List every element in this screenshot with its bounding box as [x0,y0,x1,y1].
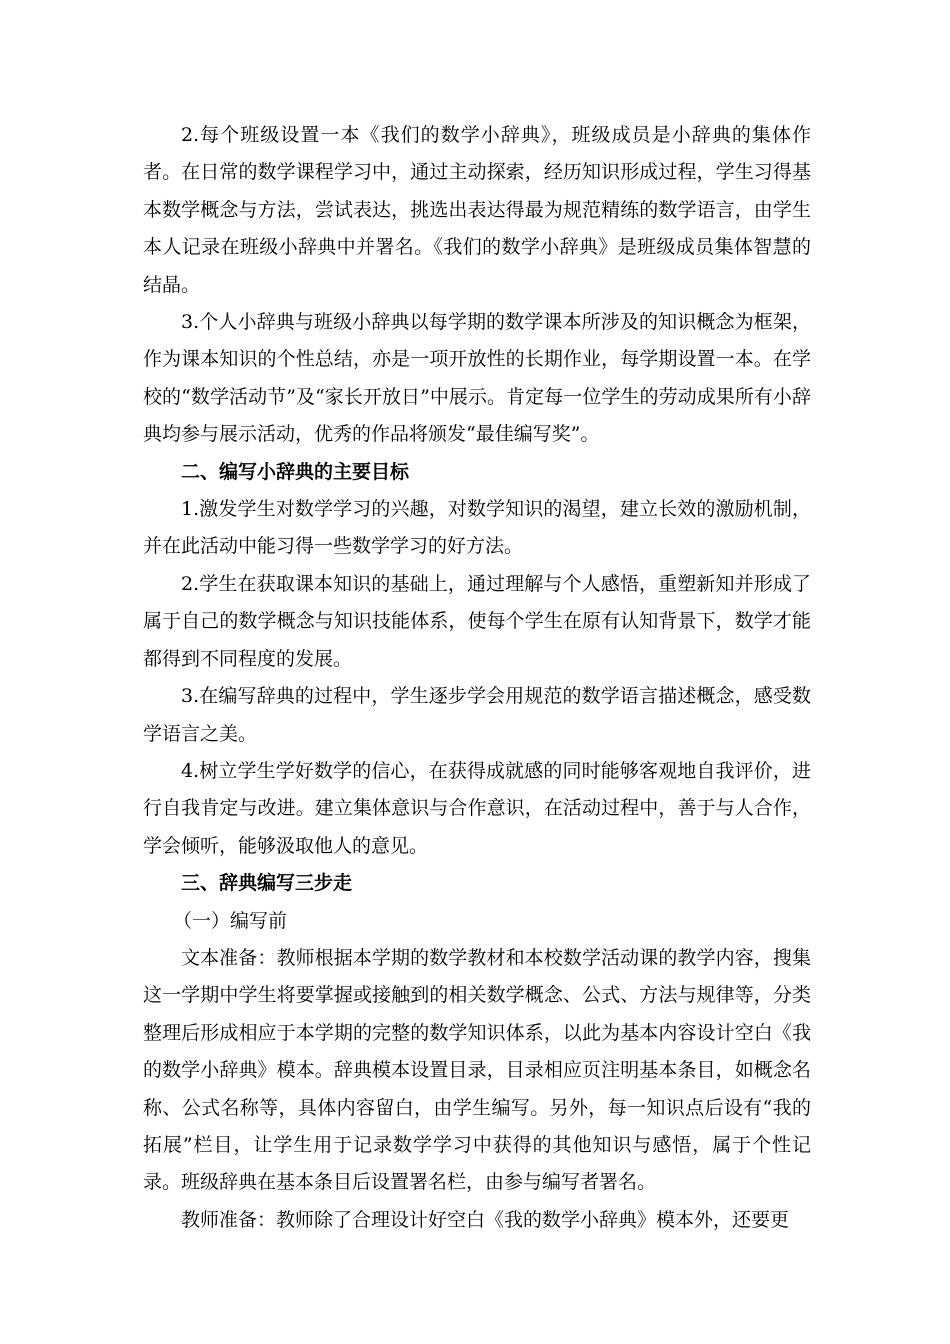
section-heading-goals: 二、编写小辞典的主要目标 [181,460,410,483]
paragraph-class-dictionary: 2.每个班级设置一本《我们的数学小辞典》，班级成员是小辞典的集体作者。在日常的数学课程学习中，通过主动探索，经历知识形成过程，学生习得基本数学概念与方法，尝试表达，挑选出表达得最为规范精练的数学语言，由学生本人记录在班级小辞典中并署名。《我们的数学小辞典》是班级成员集体智慧的结晶。 [143,124,811,296]
document-body [143,117,811,1239]
paragraph-goal-2: 2.学生在获取课本知识的基础上，通过理解与个人感悟，重塑新知并形成了属于自己的数学概念与知识技能体系，使每个学生在原有认知背景下，数学才能都得到不同程度的发展。 [143,572,811,670]
subsection-heading-before-writing: （一）编写前 [173,909,288,932]
paragraph-goal-1: 1.激发学生对数学学习的兴趣，对数学知识的渴望，建立长效的激励机制，并在此活动中能习得一些数学学习的好方法。 [143,498,811,558]
paragraph-goal-4: 4.树立学生学好数学的信心，在获得成就感的同时能够客观地自我评价，进行自我肯定与改进。建立集体意识与合作意识，在活动过程中，善于与人合作，学会倾听，能够汲取他人的意见。 [143,759,811,857]
paragraph-goal-3: 3.在编写辞典的过程中，学生逐步学会用规范的数学语言描述概念，感受数学语言之美。 [143,685,811,745]
paragraph-dictionary-framework: 3.个人小辞典与班级小辞典以每学期的数学课本所涉及的知识概念为框架，作为课本知识的个性总结，亦是一项开放性的长期作业，每学期设置一本。在学校的“数学活动节”及“家长开放日”中展示。肯定每一位学生的劳动成果所有小辞典均参与展示活动，优秀的作品将颁发“最佳编写奖”。 [143,311,811,446]
paragraph-teacher-preparation: 教师准备：教师除了合理设计好空白《我的数学小辞典》模本外，还要更 [181,1208,790,1231]
section-heading-three-steps: 三、辞典编写三步走 [181,872,353,895]
paragraph-text-preparation: 文本准备：教师根据本学期的数学教材和本校数学活动课的教学内容，搜集这一学期中学生将要掌握或接触到的相关数学概念、公式、方法与规律等，分类整理后形成相应于本学期的完整的数学知识体系，以此为基本内容设计空白《我的数学小辞典》模本。辞典模本设置目录，目录相应页注明基本条目，如概念名称、公式名称等，具体内容留白，由学生编写。另外，每一知识点后设有“我的拓展”栏目，让学生用于记录数学学习中获得的其他知识与感悟，属于个性记录。班级辞典在基本条目后设置署名栏，由参与编写者署名。 [143,946,811,1194]
